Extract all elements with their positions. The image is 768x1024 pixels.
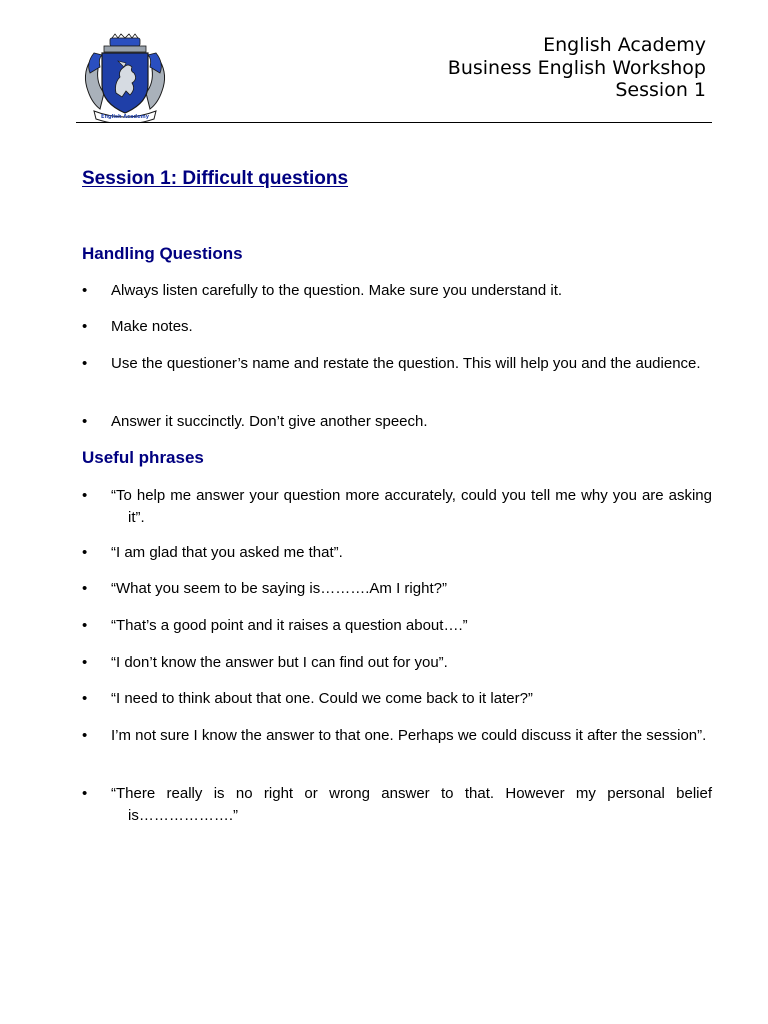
bullet-icon: •	[82, 413, 88, 430]
list-item	[82, 615, 712, 637]
header-workshop: Business English Workshop	[447, 56, 706, 79]
list-item	[82, 316, 712, 338]
header-organization: English Academy	[543, 34, 706, 56]
list-item	[82, 688, 712, 710]
header-divider	[76, 122, 712, 123]
bullet-icon: •	[82, 727, 88, 744]
list-item-text: “To help me answer your question more accurately, could you tell me why you are asking it”.	[111, 487, 712, 526]
bullet-icon: •	[82, 282, 88, 299]
list-item	[82, 725, 712, 747]
bullet-icon: •	[82, 355, 88, 372]
list-item	[82, 542, 712, 564]
list-item	[82, 652, 712, 674]
bullet-icon: •	[82, 690, 88, 707]
bullet-icon: •	[82, 318, 88, 335]
bullet-icon: •	[82, 785, 88, 802]
header-text-block	[448, 34, 706, 102]
list-item-text: “I don’t know the answer but I can find out for you”.	[111, 654, 448, 671]
bullet-icon: •	[82, 487, 88, 504]
list-item-text: “What you seem to be saying is……….Am I right?”	[111, 580, 447, 597]
list-item-text: Use the questioner’s name and restate the question. This will help you and the audience.	[111, 355, 701, 372]
list-item-text: “I am glad that you asked me that”.	[111, 544, 343, 561]
section-heading-handling-questions: Handling Questions	[82, 244, 243, 263]
list-item	[82, 783, 712, 827]
list-item	[82, 353, 712, 375]
list-item	[82, 411, 712, 433]
list-item-text: “That’s a good point and it raises a question about….”	[111, 617, 468, 634]
logo-motto: English Academy	[101, 114, 149, 120]
document-title: Session 1: Difficult questions	[82, 168, 349, 189]
bullet-icon: •	[82, 654, 88, 671]
header-session: Session 1	[615, 79, 706, 101]
list-item-text: “There really is no right or wrong answer to that. However my personal belief is……………….”	[111, 785, 712, 824]
section-heading-useful-phrases: Useful phrases	[82, 448, 204, 467]
list-item	[82, 485, 712, 529]
list-item-text: Make notes.	[111, 318, 193, 335]
bullet-icon: •	[82, 580, 88, 597]
list-item-text: I’m not sure I know the answer to that one. Perhaps we could discuss it after the session”.	[111, 727, 707, 744]
list-item-text: Answer it succinctly. Don’t give another speech.	[111, 413, 428, 430]
bullet-icon: •	[82, 544, 88, 561]
list-item	[82, 578, 712, 600]
list-item	[82, 280, 712, 302]
list-item-text: Always listen carefully to the question. Make sure you understand it.	[111, 282, 563, 299]
list-item-text: “I need to think about that one. Could we come back to it later?”	[111, 690, 533, 707]
bullet-icon: •	[82, 617, 88, 634]
academy-crest-logo	[80, 33, 170, 123]
